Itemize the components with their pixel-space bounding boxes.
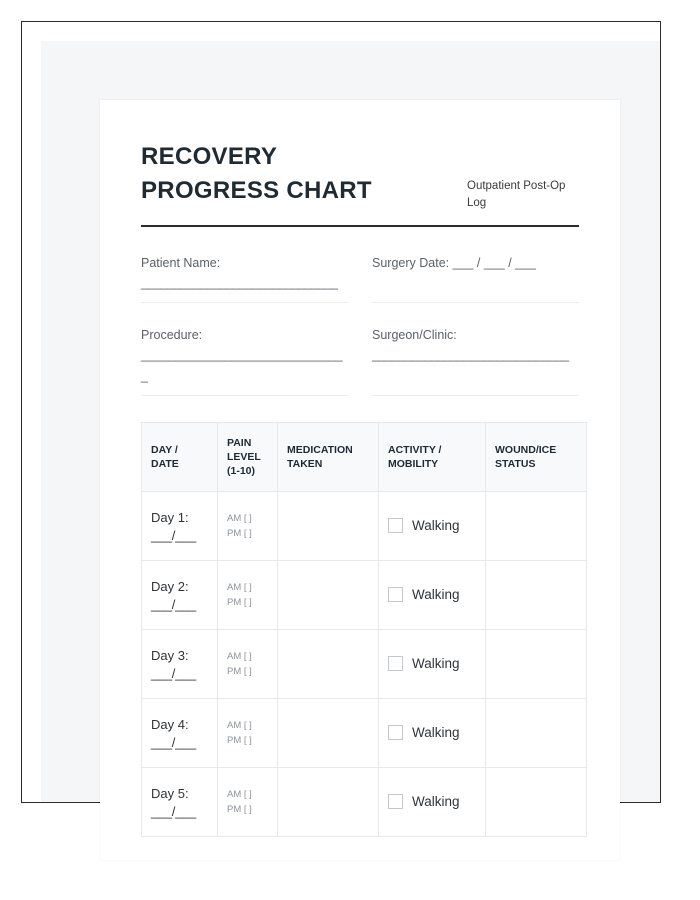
pain-pm-entry[interactable]: PM [ ] (227, 803, 252, 815)
date-blank: ___/___ (151, 803, 196, 819)
cell-activity-mobility[interactable] (379, 767, 486, 836)
day-label: Day 3: (151, 648, 189, 664)
pain-am-entry[interactable]: AM [ ] (227, 650, 252, 662)
recovery-log-table (141, 422, 587, 837)
pain-am-entry[interactable]: AM [ ] (227, 719, 252, 731)
surgery-date-field[interactable] (372, 253, 579, 304)
table-row (142, 560, 587, 629)
cell-activity-mobility[interactable] (379, 491, 486, 560)
table-row (142, 491, 587, 560)
cell-wound-ice-status[interactable] (486, 629, 587, 698)
page-backdrop (41, 41, 660, 819)
table-row (142, 767, 587, 836)
document-header (141, 140, 579, 213)
patient-name-field[interactable] (141, 253, 348, 304)
activity-label: Walking (412, 725, 460, 741)
cell-wound-ice-status[interactable] (486, 767, 587, 836)
walking-checkbox[interactable] (388, 725, 403, 740)
column-header-activity: ACTIVITY / MOBILITY (379, 422, 486, 491)
activity-label: Walking (412, 518, 460, 534)
column-header-day-date: DAY / DATE (142, 422, 218, 491)
column-header-pain-level: PAIN LEVEL (1-10) (218, 422, 278, 491)
activity-label: Walking (412, 794, 460, 810)
cell-activity-mobility[interactable] (379, 698, 486, 767)
page-title: RECOVERY PROGRESS CHART (141, 143, 372, 205)
cell-day-date[interactable] (142, 491, 218, 560)
table-row (142, 698, 587, 767)
cell-medication-taken[interactable] (278, 491, 379, 560)
pain-pm-entry[interactable]: PM [ ] (227, 527, 252, 539)
cell-activity-mobility[interactable] (379, 629, 486, 698)
cell-medication-taken[interactable] (278, 767, 379, 836)
header-divider (141, 225, 579, 227)
day-label: Day 4: (151, 717, 189, 733)
surgery-date-label: Surgery Date: ___ / ___ / ___ (372, 255, 536, 270)
cell-day-date[interactable] (142, 698, 218, 767)
patient-name-blank: ______________________________ (141, 275, 338, 290)
cell-pain-level[interactable] (218, 767, 278, 836)
cell-pain-level[interactable] (218, 629, 278, 698)
day-label: Day 5: (151, 786, 189, 802)
table-header-row (142, 422, 587, 491)
walking-checkbox[interactable] (388, 656, 403, 671)
pain-am-entry[interactable]: AM [ ] (227, 581, 252, 593)
surgeon-clinic-blank: ______________________________ (372, 348, 569, 363)
pain-pm-entry[interactable]: PM [ ] (227, 734, 252, 746)
walking-checkbox[interactable] (388, 587, 403, 602)
patient-name-label: Patient Name: (141, 255, 221, 270)
date-blank: ___/___ (151, 596, 196, 612)
date-blank: ___/___ (151, 527, 196, 543)
pain-am-entry[interactable]: AM [ ] (227, 788, 252, 800)
cell-day-date[interactable] (142, 767, 218, 836)
cell-pain-level[interactable] (218, 698, 278, 767)
day-label: Day 2: (151, 579, 189, 595)
cell-medication-taken[interactable] (278, 698, 379, 767)
cell-medication-taken[interactable] (278, 629, 379, 698)
activity-label: Walking (412, 587, 460, 603)
column-header-medication: MEDICATION TAKEN (278, 422, 379, 491)
walking-checkbox[interactable] (388, 794, 403, 809)
pain-pm-entry[interactable]: PM [ ] (227, 665, 252, 677)
pain-pm-entry[interactable]: PM [ ] (227, 596, 252, 608)
patient-info-row-1 (141, 253, 579, 326)
surgeon-clinic-field[interactable] (372, 325, 579, 396)
activity-label: Walking (412, 656, 460, 672)
date-blank: ___/___ (151, 665, 196, 681)
cell-pain-level[interactable] (218, 560, 278, 629)
cell-wound-ice-status[interactable] (486, 491, 587, 560)
table-row (142, 629, 587, 698)
surgeon-clinic-label: Surgeon/Clinic: (372, 328, 457, 342)
date-blank: ___/___ (151, 734, 196, 750)
cell-wound-ice-status[interactable] (486, 698, 587, 767)
document-viewport (21, 21, 661, 819)
document-page (100, 100, 620, 860)
cell-medication-taken[interactable] (278, 560, 379, 629)
cell-pain-level[interactable] (218, 491, 278, 560)
column-header-wound-ice: WOUND/ICE STATUS (486, 422, 587, 491)
pain-am-entry[interactable]: AM [ ] (227, 512, 252, 524)
cell-activity-mobility[interactable] (379, 560, 486, 629)
cell-day-date[interactable] (142, 629, 218, 698)
procedure-label: Procedure: ______________________________ (141, 328, 343, 383)
walking-checkbox[interactable] (388, 518, 403, 533)
patient-info-row-2 (141, 325, 579, 418)
patient-info-section (141, 253, 579, 418)
table-body (142, 491, 587, 836)
day-label: Day 1: (151, 510, 189, 526)
document-subtitle: Outpatient Post-Op Log (467, 180, 566, 210)
cell-day-date[interactable] (142, 560, 218, 629)
cell-wound-ice-status[interactable] (486, 560, 587, 629)
procedure-field[interactable] (141, 325, 348, 396)
